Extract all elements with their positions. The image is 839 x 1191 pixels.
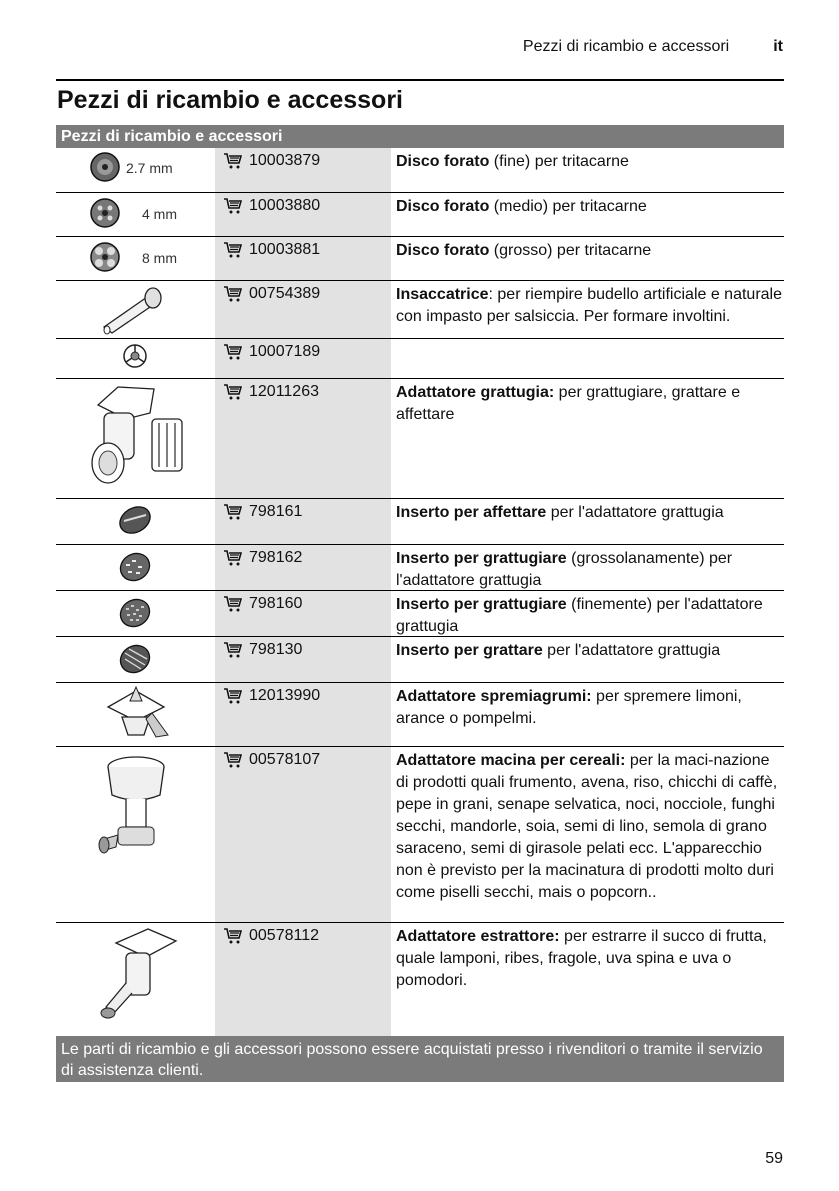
part-image-grating-insert-fine bbox=[56, 591, 215, 636]
part-number: 10003881 bbox=[249, 241, 321, 258]
part-number: 00578107 bbox=[249, 751, 321, 768]
part-name: Inserto per grattugiare bbox=[396, 550, 567, 567]
part-detail: per grattugiare, grattare e affettare bbox=[396, 384, 741, 423]
disc-medium-icon bbox=[56, 193, 215, 237]
part-description bbox=[391, 281, 784, 328]
part-description bbox=[391, 193, 784, 236]
part-image-grater-adapter bbox=[56, 379, 215, 498]
table-row bbox=[56, 339, 784, 379]
part-name: Adattatore estrattore: bbox=[396, 928, 560, 945]
shopping-cart-icon bbox=[223, 241, 243, 259]
part-number-cell bbox=[215, 339, 391, 378]
table-row bbox=[56, 499, 784, 545]
part-number: 00578112 bbox=[249, 927, 319, 944]
shopping-cart-icon bbox=[223, 285, 243, 303]
part-number-cell bbox=[215, 148, 391, 192]
part-detail: per l'adattatore grattugia bbox=[542, 642, 721, 659]
grating-insert-icon bbox=[56, 637, 215, 683]
part-number-cell bbox=[215, 281, 391, 338]
part-description bbox=[391, 499, 784, 544]
part-name: Inserto per affettare bbox=[396, 504, 547, 521]
part-number-cell bbox=[215, 591, 391, 636]
part-number-cell bbox=[215, 923, 391, 1040]
shopping-cart-icon bbox=[223, 503, 243, 521]
part-image-filler-ring bbox=[56, 339, 215, 378]
part-name: Insaccatrice bbox=[396, 286, 489, 303]
part-number: 12011263 bbox=[249, 383, 319, 400]
part-image-juicer bbox=[56, 923, 215, 1040]
part-detail: : per riempire budello artificiale e naturale con impasto per salsiccia. Per formare involtini. bbox=[396, 286, 782, 325]
part-description bbox=[391, 683, 784, 746]
filler-ring-icon bbox=[56, 339, 215, 379]
part-number-cell bbox=[215, 379, 391, 498]
part-name: Disco forato bbox=[396, 198, 490, 215]
empty-desc-cell bbox=[391, 339, 784, 378]
grating-insert-coarse-icon bbox=[56, 545, 215, 591]
shopping-cart-icon bbox=[223, 197, 243, 215]
shopping-cart-icon bbox=[223, 549, 243, 567]
shopping-cart-icon bbox=[223, 595, 243, 613]
part-detail: (medio) per tritacarne bbox=[489, 198, 647, 215]
part-name: Disco forato bbox=[396, 242, 490, 259]
part-description bbox=[391, 545, 784, 590]
table-row bbox=[56, 747, 784, 923]
part-number-cell bbox=[215, 545, 391, 590]
part-number-cell bbox=[215, 193, 391, 236]
table-header: Pezzi di ricambio e accessori bbox=[56, 125, 784, 148]
part-detail: (grossolanamente) per l'adattatore grattugia bbox=[396, 550, 733, 589]
grater-adapter-icon bbox=[56, 379, 215, 499]
part-number-cell bbox=[215, 683, 391, 746]
sausage-filler-icon bbox=[56, 281, 215, 339]
page-title: Pezzi di ricambio e accessori bbox=[57, 86, 403, 114]
part-detail: (finemente) per l'adattatore grattugia bbox=[396, 596, 763, 635]
part-name: Inserto per grattugiare bbox=[396, 596, 567, 613]
part-description bbox=[391, 379, 784, 498]
parts-table bbox=[56, 125, 784, 1040]
part-image-citrus-press bbox=[56, 683, 215, 746]
part-image-disc-fine bbox=[56, 148, 215, 192]
hole-size: 4 mm bbox=[142, 206, 177, 222]
part-number-cell bbox=[215, 747, 391, 922]
part-name: Adattatore grattugia: bbox=[396, 384, 555, 401]
shopping-cart-icon bbox=[223, 152, 243, 170]
part-number: 12013990 bbox=[249, 687, 321, 704]
part-description bbox=[391, 747, 784, 922]
part-number: 798162 bbox=[249, 549, 303, 566]
shopping-cart-icon bbox=[223, 641, 243, 659]
part-number-cell bbox=[215, 499, 391, 544]
shopping-cart-icon bbox=[223, 383, 243, 401]
part-number-cell bbox=[215, 637, 391, 682]
part-description bbox=[391, 237, 784, 280]
part-description bbox=[391, 591, 784, 636]
shopping-cart-icon bbox=[223, 927, 243, 945]
footnote: Le parti di ricambio e gli accessori possono essere acquistati presso i rivenditori o tramite il servizio di assistenza clienti. bbox=[56, 1036, 784, 1082]
running-header-section: Pezzi di ricambio e accessori bbox=[522, 38, 730, 55]
table-row bbox=[56, 683, 784, 747]
sausage-filler-group bbox=[56, 281, 784, 379]
part-name: Inserto per grattare bbox=[396, 642, 543, 659]
part-number: 798160 bbox=[249, 595, 303, 612]
part-number: 00754389 bbox=[249, 285, 321, 302]
part-detail: per la maci-nazione di prodotti quali frumento, avena, riso, chicchi di caffè, pepe in grani, senape selvatica, noci, nocciole, funghi secchi, mandorle, soia, semi di lino, semola di grano saraceno, semi di girasole pelati ecc. L'apparecchio non è previsto per la macinatura di prodotti molto duri come piselli secchi, mais o popcorn.. bbox=[396, 752, 778, 901]
part-name: Adattatore macina per cereali: bbox=[396, 752, 626, 769]
hole-size: 8 mm bbox=[142, 250, 177, 266]
part-image-disc-coarse bbox=[56, 237, 215, 280]
part-image-grain-mill bbox=[56, 747, 215, 922]
part-description bbox=[391, 923, 784, 1040]
part-detail: per estrarre il succo di frutta, quale lamponi, ribes, fragole, uva spina e uva o pomodori. bbox=[396, 928, 767, 989]
hole-size: 2.7 mm bbox=[126, 160, 173, 176]
part-name: Disco forato bbox=[396, 153, 490, 170]
table-row bbox=[56, 591, 784, 637]
table-row bbox=[56, 379, 784, 499]
part-number: 798130 bbox=[249, 641, 303, 658]
part-detail: per l'adattatore grattugia bbox=[546, 504, 724, 521]
grain-mill-icon bbox=[56, 747, 215, 923]
part-number: 10003879 bbox=[249, 152, 321, 169]
part-description bbox=[391, 148, 784, 192]
part-number-cell bbox=[215, 237, 391, 280]
shopping-cart-icon bbox=[223, 687, 243, 705]
page-number: 59 bbox=[765, 1150, 783, 1167]
shopping-cart-icon bbox=[223, 751, 243, 769]
part-number: 10003880 bbox=[249, 197, 321, 214]
slicing-insert-icon bbox=[56, 499, 215, 545]
table-row bbox=[56, 545, 784, 591]
table-row bbox=[56, 193, 784, 237]
language-code: it bbox=[773, 38, 783, 55]
part-number: 10007189 bbox=[249, 343, 321, 360]
part-image-grating-insert bbox=[56, 637, 215, 682]
disc-coarse-icon bbox=[56, 237, 215, 281]
part-image-disc-medium bbox=[56, 193, 215, 236]
part-detail: per spremere limoni, arance o pompelmi. bbox=[396, 688, 742, 727]
part-image-sausage-filler bbox=[56, 281, 215, 338]
running-header bbox=[523, 38, 783, 56]
part-detail: (fine) per tritacarne bbox=[489, 153, 629, 170]
juicer-icon bbox=[56, 923, 215, 1040]
part-image-slicing-insert bbox=[56, 499, 215, 544]
table-row bbox=[56, 923, 784, 1040]
part-description bbox=[391, 637, 784, 682]
part-name: Adattatore spremiagrumi: bbox=[396, 688, 592, 705]
part-number: 798161 bbox=[249, 503, 303, 520]
table-row bbox=[56, 148, 784, 193]
table-row bbox=[56, 637, 784, 683]
table-row bbox=[56, 237, 784, 281]
shopping-cart-icon bbox=[223, 343, 243, 361]
title-rule bbox=[56, 79, 784, 81]
part-detail: (grosso) per tritacarne bbox=[489, 242, 652, 259]
part-image-grating-insert-coarse bbox=[56, 545, 215, 590]
grating-insert-fine-icon bbox=[56, 591, 215, 637]
citrus-press-icon bbox=[56, 683, 215, 747]
